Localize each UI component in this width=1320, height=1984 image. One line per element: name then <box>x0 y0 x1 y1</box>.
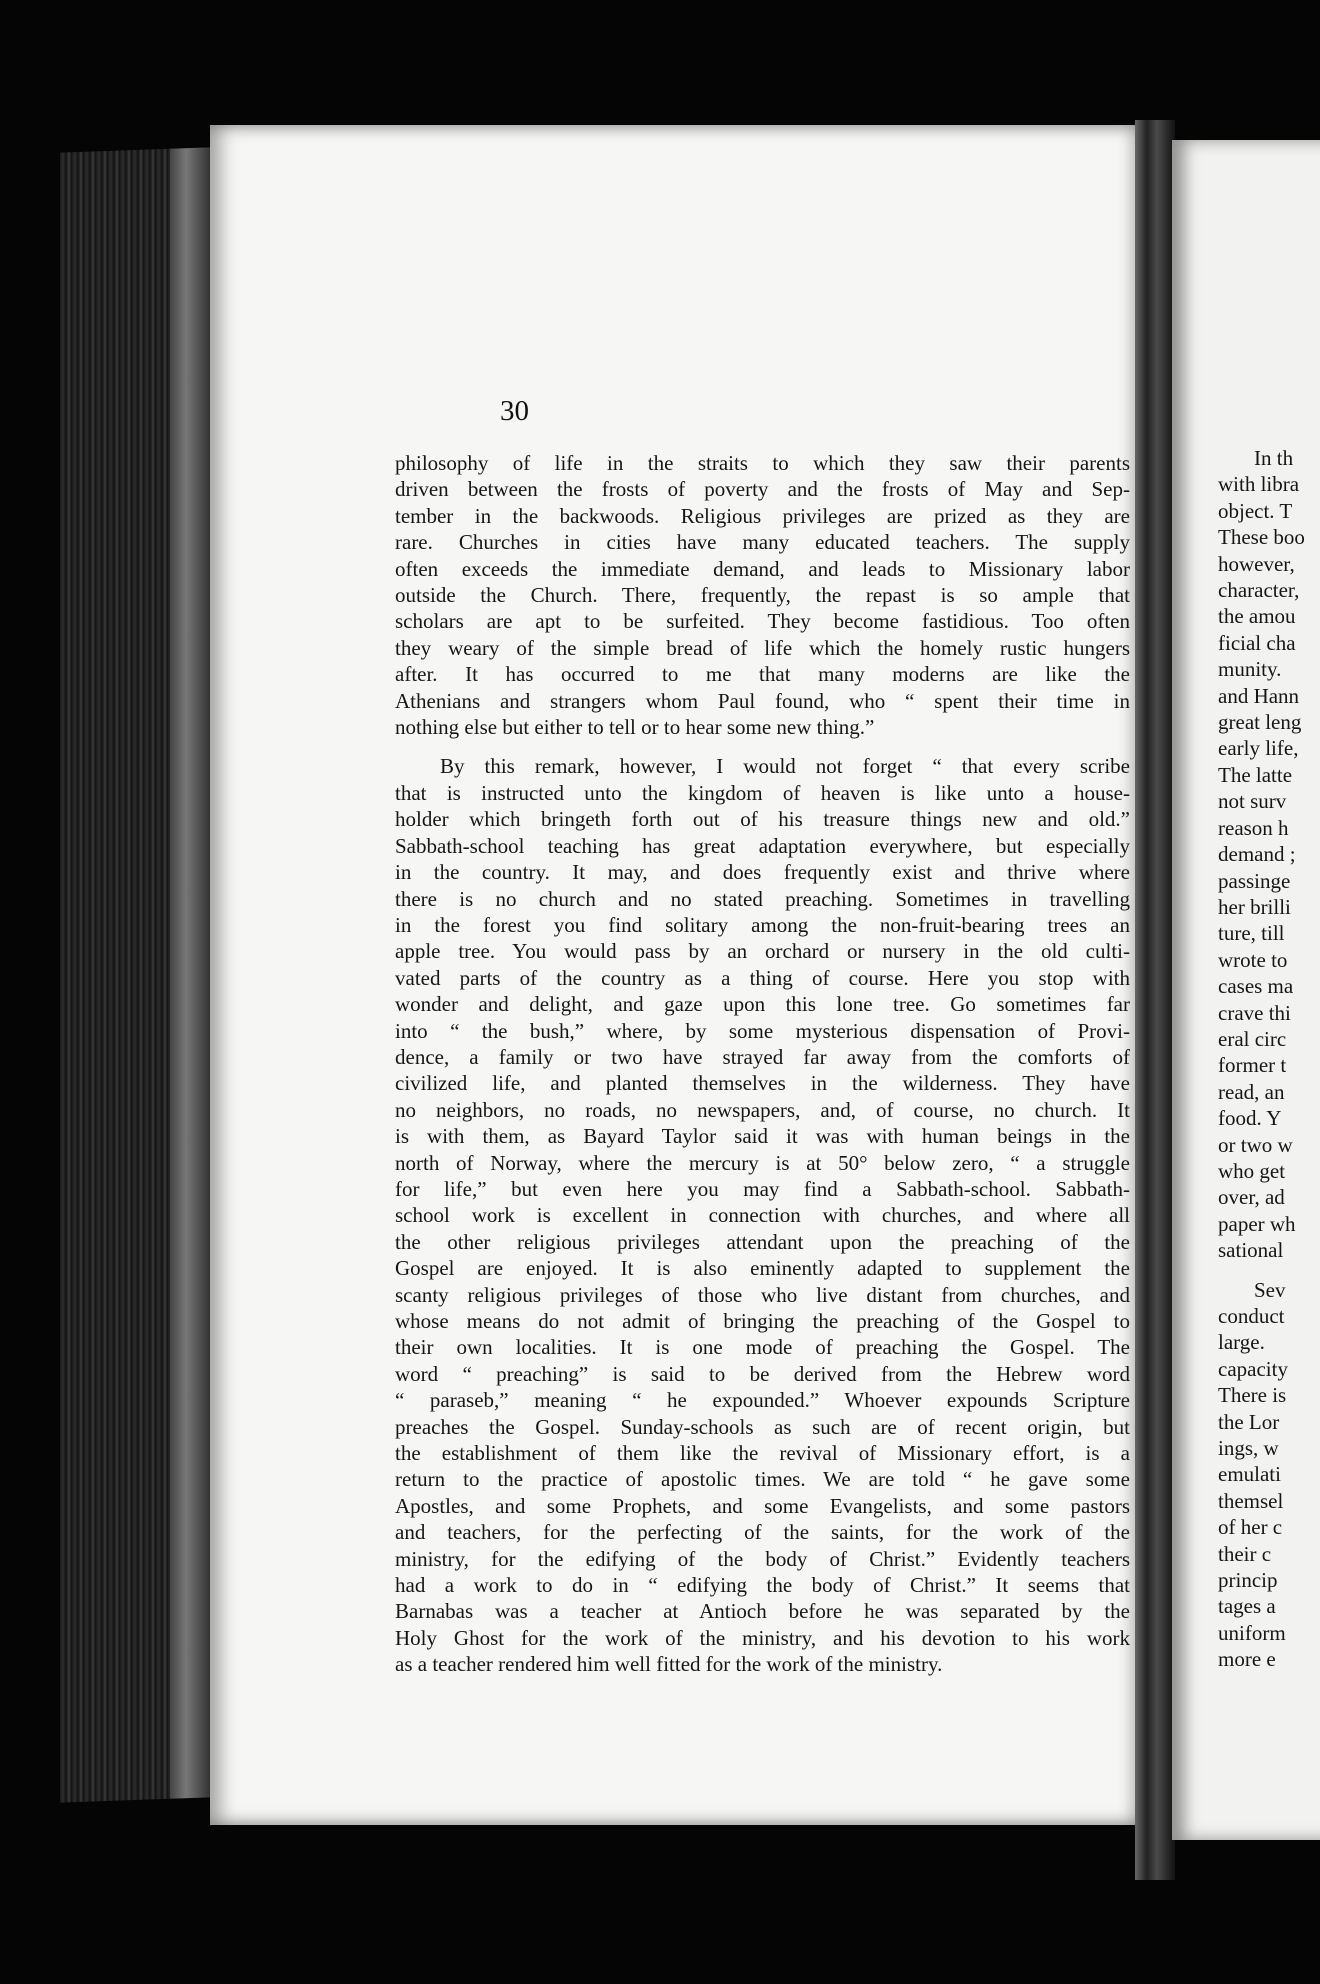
facing-text-line: early life, <box>1218 736 1299 761</box>
facing-text-line: her brilli <box>1218 894 1291 919</box>
text-line: in the country. It may, and does frequently exist and thrive where <box>395 860 1130 885</box>
text-line: By this remark, however, I would not forget “ that every scribe <box>440 754 1130 779</box>
facing-text-line: The latte <box>1218 762 1293 787</box>
text-line: dence, a family or two have strayed far away from the comforts of <box>395 1044 1130 1069</box>
paragraph-gap <box>1218 1264 1320 1277</box>
facing-text-line: great leng <box>1218 710 1302 735</box>
text-line: “ paraseb,” meaning “ he expounded.” Whoever expounds Scripture <box>395 1388 1130 1413</box>
facing-text-line: however, <box>1218 551 1295 576</box>
facing-text-line: large. <box>1218 1330 1265 1355</box>
facing-text-line: paper wh <box>1218 1211 1296 1236</box>
left-page <box>210 125 1145 1825</box>
facing-text-line: over, ad <box>1218 1185 1285 1210</box>
facing-text-line: There is <box>1218 1383 1287 1408</box>
text-line: civilized life, and planted themselves in the wilderness. They have <box>395 1071 1130 1096</box>
text-line: after. It has occurred to me that many moderns are like the <box>395 662 1130 687</box>
facing-text-line: In th <box>1254 446 1294 470</box>
facing-text-line: more e <box>1218 1647 1276 1672</box>
facing-text-line: and Hann <box>1218 683 1300 708</box>
facing-text-line: uniform <box>1218 1620 1286 1645</box>
text-line: in the forest you find solitary among the non-fruit-bearing trees an <box>395 912 1130 937</box>
text-line: there is no church and no stated preaching. Sometimes in travelling <box>395 886 1130 911</box>
facing-text-line: read, an <box>1218 1079 1285 1104</box>
text-line: Barnabas was a teacher at Antioch before he was separated by the <box>395 1599 1130 1624</box>
text-line: vated parts of the country as a thing of course. Here you stop with <box>395 965 1130 990</box>
facing-text-line: munity. <box>1218 657 1282 682</box>
facing-page-text <box>1218 445 1320 1673</box>
facing-text-line: passinge <box>1218 868 1291 893</box>
text-line: and teachers, for the perfecting of the saints, for the work of the <box>395 1520 1130 1545</box>
text-line: scholars are apt to be surfeited. They become fastidious. Too often <box>395 609 1130 634</box>
text-line: is with them, as Bayard Taylor said it was with human beings in the <box>395 1124 1130 1149</box>
text-line: had a work to do in “ edifying the body of Christ.” It seems that <box>395 1573 1130 1598</box>
facing-text-line: capacity <box>1218 1356 1288 1381</box>
text-line: for life,” but even here you may find a Sabbath-school. Sabbath- <box>395 1176 1130 1201</box>
text-line: tember in the backwoods. Religious privileges are prized as they are <box>395 503 1130 528</box>
facing-text-line: crave thi <box>1218 1000 1291 1025</box>
facing-text-line: emulati <box>1218 1462 1281 1487</box>
text-line: holder which bringeth forth out of his treasure things new and old.” <box>395 807 1130 832</box>
text-line: no neighbors, no roads, no newspapers, and, of course, no church. It <box>395 1097 1130 1122</box>
text-line: return to the practice of apostolic times. We are told “ he gave some <box>395 1467 1130 1492</box>
text-line: into “ the bush,” where, by some mysterious dispensation of Provi- <box>395 1018 1130 1043</box>
facing-text-line: their c <box>1218 1541 1272 1566</box>
text-line: the establishment of them like the revival of Missionary effort, is a <box>395 1441 1130 1466</box>
facing-text-line: sational <box>1218 1238 1284 1263</box>
facing-text-line: tages a <box>1218 1594 1276 1619</box>
facing-text-line: the amou <box>1218 604 1296 629</box>
facing-text-line: the Lor <box>1218 1409 1280 1434</box>
facing-text-line: object. T <box>1218 498 1293 523</box>
text-line: rare. Churches in cities have many educated teachers. The supply <box>395 530 1130 555</box>
text-line: Athenians and strangers whom Paul found, who “ spent their time in <box>395 688 1130 713</box>
text-line: scanty religious privileges of those who live distant from churches, and <box>395 1282 1130 1307</box>
text-line: Sabbath-school teaching has great adaptation everywhere, but especially <box>395 833 1130 858</box>
text-line: north of Norway, where the mercury is at 50° below zero, “ a struggle <box>395 1150 1130 1175</box>
text-line: outside the Church. There, frequently, the repast is so ample that <box>395 583 1130 608</box>
facing-text-line: demand ; <box>1218 842 1296 867</box>
text-line: word “ preaching” is said to be derived from the Hebrew word <box>395 1361 1130 1386</box>
text-line: Apostles, and some Prophets, and some Evangelists, and some pastors <box>395 1493 1130 1518</box>
facing-text-line: themsel <box>1218 1488 1284 1513</box>
facing-text-line: These boo <box>1218 525 1305 550</box>
text-line: the other religious privileges attendant upon the preaching of the <box>395 1229 1130 1254</box>
page-edges-left <box>60 147 210 1802</box>
text-line: they weary of the simple bread of life which the homely rustic hungers <box>395 635 1130 660</box>
text-line: nothing else but either to tell or to hear some new thing.” <box>395 715 875 740</box>
text-line: Holy Ghost for the work of the ministry, and his devotion to his work <box>395 1625 1130 1650</box>
facing-text-line: princip <box>1218 1568 1278 1593</box>
facing-text-line: ture, till <box>1218 921 1285 946</box>
facing-text-line: Sev <box>1254 1277 1286 1302</box>
text-line: often exceeds the immediate demand, and leads to Missionary labor <box>395 556 1130 581</box>
facing-text-line: or two w <box>1218 1132 1293 1157</box>
facing-text-line: who get <box>1218 1158 1286 1183</box>
facing-text-line: wrote to <box>1218 947 1288 972</box>
text-line: driven between the frosts of poverty and the frosts of May and Sep- <box>395 477 1130 502</box>
facing-text-line: character, <box>1218 578 1300 603</box>
text-line: whose means do not admit of bringing the preaching of the Gospel to <box>395 1309 1130 1333</box>
facing-text-line: eral circ <box>1218 1026 1287 1051</box>
facing-text-line: cases ma <box>1218 974 1294 999</box>
facing-text-line: conduct <box>1218 1304 1285 1328</box>
facing-text-line: food. Y <box>1218 1106 1282 1131</box>
facing-text-line: ings, w <box>1218 1436 1279 1461</box>
text-line: as a teacher rendered him well fitted for the work of the ministry. <box>395 1652 943 1677</box>
text-line: philosophy of life in the straits to which they saw their parents <box>395 451 1130 475</box>
facing-text-line: ficial cha <box>1218 630 1296 655</box>
text-line: Gospel are enjoyed. It is also eminently adapted to supplement the <box>395 1256 1130 1281</box>
text-line: school work is excellent in connection with churches, and where all <box>395 1203 1130 1228</box>
facing-text-line: not surv <box>1218 789 1287 814</box>
facing-text-line: with libra <box>1218 472 1300 497</box>
facing-text-line: former t <box>1218 1053 1287 1078</box>
text-line: preaches the Gospel. Sunday-schools as such are of recent origin, but <box>395 1414 1130 1439</box>
page-text <box>395 450 1130 1678</box>
facing-text-line: reason h <box>1218 815 1289 840</box>
text-line: apple tree. You would pass by an orchard or nursery in the old culti- <box>395 939 1130 964</box>
text-line: wonder and delight, and gaze upon this lone tree. Go sometimes far <box>395 992 1130 1017</box>
text-line: that is instructed unto the kingdom of heaven is like unto a house- <box>395 780 1130 805</box>
book-gutter <box>1135 120 1175 1880</box>
text-line: ministry, for the edifying of the body of Christ.” Evidently teachers <box>395 1546 1130 1571</box>
text-line: their own localities. It is one mode of preaching the Gospel. The <box>395 1335 1130 1360</box>
facing-text-line: of her c <box>1218 1515 1283 1540</box>
page-number: 30 <box>500 395 529 427</box>
paragraph-gap <box>395 740 1130 753</box>
facing-page <box>1172 140 1320 1840</box>
